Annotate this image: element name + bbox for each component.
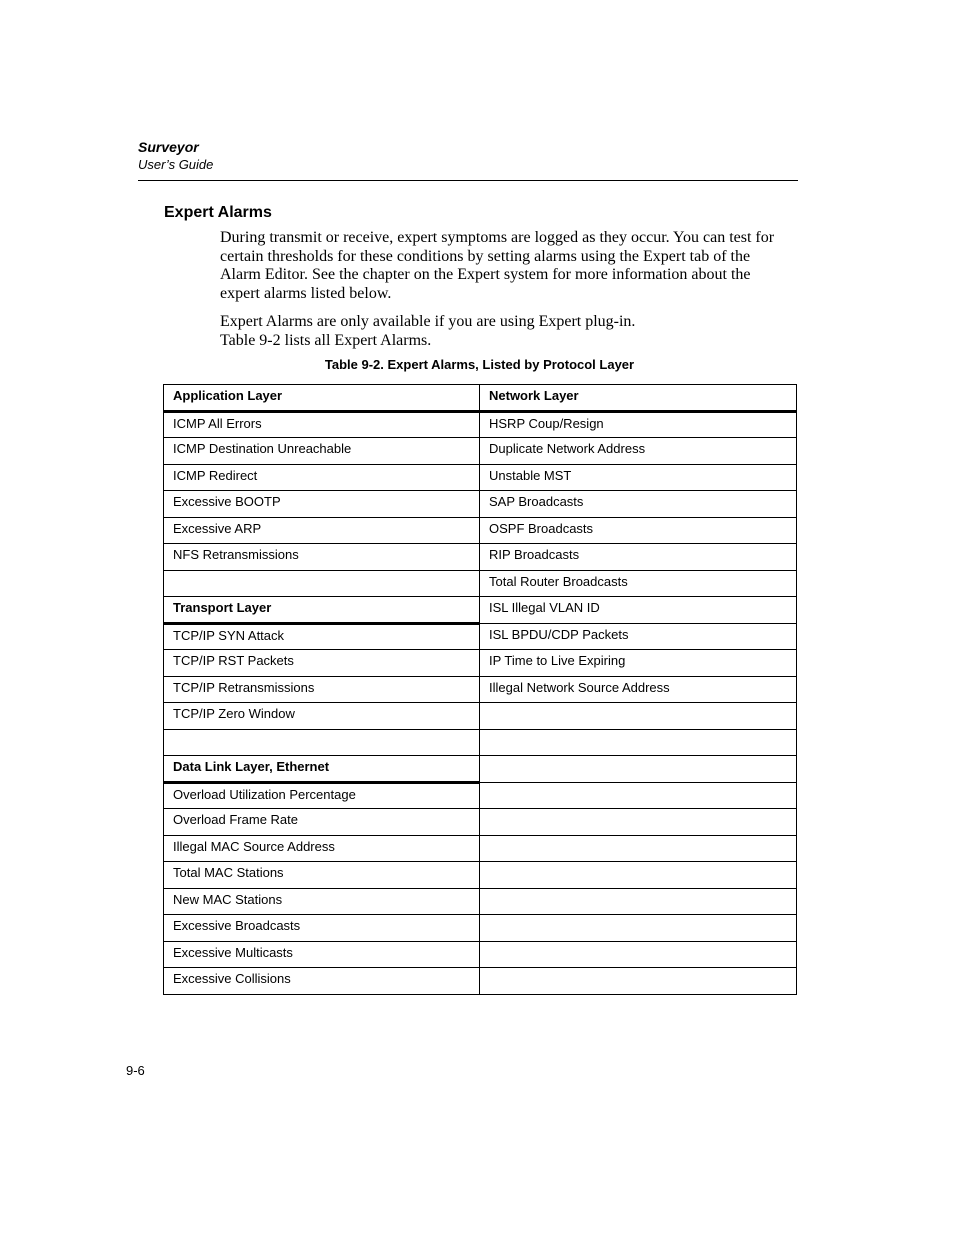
table-row bbox=[164, 941, 797, 968]
table-cell bbox=[480, 968, 797, 995]
table-cell: ICMP Redirect bbox=[164, 464, 480, 491]
table-cell: Excessive Collisions bbox=[164, 968, 480, 995]
table-cell bbox=[480, 915, 797, 942]
availability-line-1: Expert Alarms are only available if you are using Expert plug-in. bbox=[220, 313, 636, 330]
running-head-title: Surveyor bbox=[138, 139, 199, 155]
column-header-application-layer: Application Layer bbox=[164, 385, 480, 412]
table-row bbox=[164, 968, 797, 995]
intro-paragraph: During transmit or receive, expert symptoms are logged as they occur. You can test for certain thresholds for these conditions by setting alarms using the Expert tab of the Alarm Editor. See the chapter on the Expert system for more information about the expert alarms listed below. bbox=[220, 229, 775, 302]
table-cell: RIP Broadcasts bbox=[480, 544, 797, 571]
table-cell: NFS Retransmissions bbox=[164, 544, 480, 571]
table-row bbox=[164, 491, 797, 518]
table-cell: IP Time to Live Expiring bbox=[480, 650, 797, 677]
table-cell bbox=[480, 782, 797, 809]
header-rule bbox=[138, 180, 798, 181]
table-row bbox=[164, 464, 797, 491]
running-head-subtitle: User’s Guide bbox=[138, 157, 214, 172]
table-cell bbox=[480, 729, 797, 756]
table-cell bbox=[480, 941, 797, 968]
table-row bbox=[164, 915, 797, 942]
availability-line-2: Table 9-2 lists all Expert Alarms. bbox=[220, 331, 432, 349]
table-cell: Excessive Multicasts bbox=[164, 941, 480, 968]
table-cell: Unstable MST bbox=[480, 464, 797, 491]
table-row bbox=[164, 411, 797, 438]
table-cell: ICMP All Errors bbox=[164, 411, 480, 438]
table-cell: Excessive ARP bbox=[164, 517, 480, 544]
column-header-transport-layer: Transport Layer bbox=[164, 597, 480, 624]
page-number: 9-6 bbox=[126, 1063, 145, 1078]
table-cell: OSPF Broadcasts bbox=[480, 517, 797, 544]
table-cell bbox=[480, 756, 797, 783]
table-cell: ISL Illegal VLAN ID bbox=[480, 597, 797, 624]
table-cell: TCP/IP Retransmissions bbox=[164, 676, 480, 703]
table-row bbox=[164, 835, 797, 862]
table-cell: Total Router Broadcasts bbox=[480, 570, 797, 597]
table-cell: HSRP Coup/Resign bbox=[480, 411, 797, 438]
table-row bbox=[164, 517, 797, 544]
table-cell bbox=[480, 809, 797, 836]
table-row bbox=[164, 703, 797, 730]
table-cell: Excessive Broadcasts bbox=[164, 915, 480, 942]
section-title: Expert Alarms bbox=[164, 204, 272, 221]
table-row bbox=[164, 676, 797, 703]
table-cell: TCP/IP Zero Window bbox=[164, 703, 480, 730]
table-row bbox=[164, 597, 797, 624]
table-cell: Illegal Network Source Address bbox=[480, 676, 797, 703]
table-row bbox=[164, 570, 797, 597]
table-cell: ICMP Destination Unreachable bbox=[164, 438, 480, 465]
table-row bbox=[164, 438, 797, 465]
table-cell bbox=[480, 703, 797, 730]
table-row bbox=[164, 756, 797, 783]
table-cell: New MAC Stations bbox=[164, 888, 480, 915]
table-cell: ISL BPDU/CDP Packets bbox=[480, 623, 797, 650]
table-row bbox=[164, 809, 797, 836]
table-row bbox=[164, 888, 797, 915]
column-header-data-link-layer: Data Link Layer, Ethernet bbox=[164, 756, 480, 783]
table-cell bbox=[164, 570, 480, 597]
table-cell: TCP/IP RST Packets bbox=[164, 650, 480, 677]
expert-alarms-table bbox=[163, 384, 797, 995]
running-head bbox=[138, 139, 213, 173]
table-cell: Duplicate Network Address bbox=[480, 438, 797, 465]
availability-paragraph bbox=[220, 313, 792, 350]
table-cell: Overload Frame Rate bbox=[164, 809, 480, 836]
table-cell bbox=[480, 888, 797, 915]
table-cell: TCP/IP SYN Attack bbox=[164, 623, 480, 650]
column-header-network-layer: Network Layer bbox=[480, 385, 797, 412]
table-row bbox=[164, 623, 797, 650]
table-cell bbox=[480, 862, 797, 889]
table-cell: Excessive BOOTP bbox=[164, 491, 480, 518]
table-cell: Overload Utilization Percentage bbox=[164, 782, 480, 809]
table-cell bbox=[164, 729, 480, 756]
table-cell: SAP Broadcasts bbox=[480, 491, 797, 518]
table-row bbox=[164, 650, 797, 677]
table-cell: Illegal MAC Source Address bbox=[164, 835, 480, 862]
table-caption: Table 9-2. Expert Alarms, Listed by Protocol Layer bbox=[324, 357, 635, 372]
table-row bbox=[164, 862, 797, 889]
table-row bbox=[164, 729, 797, 756]
table-row bbox=[164, 544, 797, 571]
table-row bbox=[164, 782, 797, 809]
table-cell: Total MAC Stations bbox=[164, 862, 480, 889]
table-row bbox=[164, 385, 797, 412]
table-cell bbox=[480, 835, 797, 862]
